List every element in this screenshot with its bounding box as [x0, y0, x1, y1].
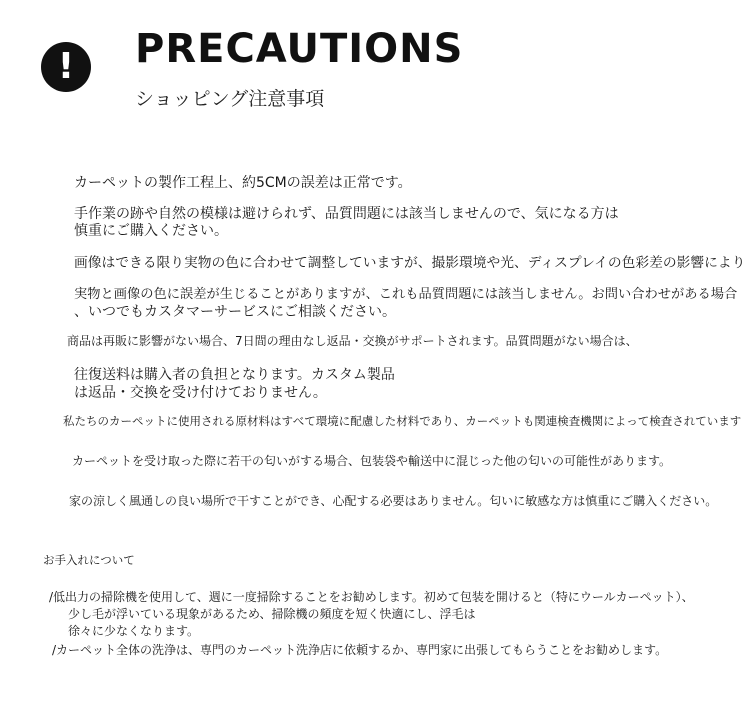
care-item1-line2: 少し毛が浮いている現象があるため、掃除機の頻度を短く快適にし、浮毛は: [68, 607, 476, 621]
page-subtitle: ショッピング注意事項: [135, 88, 325, 110]
note-handmade-line2: 慎重にご購入ください。: [74, 223, 228, 239]
note-odor: カーペットを受け取った際に若干の匂いがする場合、包装袋や輸送中に混じった他の匂いの可能性があります。: [72, 454, 672, 468]
note-error-range: カーペットの製作工程上、約5CMの誤差は正常です。: [74, 175, 412, 191]
exclamation-icon: !: [41, 42, 91, 92]
note-shipping-line1: 往復送料は購入者の負担となります。カスタム製品: [74, 367, 395, 383]
page-title: PRECAUTIONS: [135, 26, 464, 72]
care-item2: /カーペット全体の洗浄は、専門のカーペット洗浄店に依頼するか、専門家に出張してもらうことをお勧めします。: [52, 643, 668, 657]
care-item1-line1: /低出力の掃除機を使用して、週に一度掃除することをお勧めします。初めて包装を開けると（特にウールカーペット）、: [49, 590, 694, 604]
note-handmade-line1: 手作業の跡や自然の模様は避けられず、品質問題には該当しませんので、気になる方は: [74, 206, 619, 222]
note-shipping-line2: は返品・交換を受け付けておりません。: [74, 385, 327, 401]
note-materials: 私たちのカーペットに使用される原材料はすべて環境に配慮した材料であり、カーペットも関連検査機関によって検査されています: [63, 414, 742, 428]
note-airing: 家の涼しく風通しの良い場所で干すことができ、心配する必要はありません。匂いに敏感な方は慎重にご購入ください。: [69, 494, 718, 508]
care-item1-line3: 徐々に少なくなります。: [68, 624, 200, 638]
note-returns: 商品は再販に影響がない場合、7日間の理由なし返品・交換がサポートされます。品質問題がない場合は、: [67, 334, 638, 348]
note-color-error-line2: 、いつでもカスタマーサービスにご相談ください。: [74, 304, 396, 320]
note-color-error-line1: 実物と画像の色に誤差が生じることがありますが、これも品質問題には該当しません。お問い合わせがある場合: [74, 287, 738, 302]
note-image-color: 画像はできる限り実物の色に合わせて調整していますが、撮影環境や光、ディスプレイの色彩差の影響により: [74, 255, 746, 271]
care-heading: お手入れについて: [43, 553, 135, 567]
